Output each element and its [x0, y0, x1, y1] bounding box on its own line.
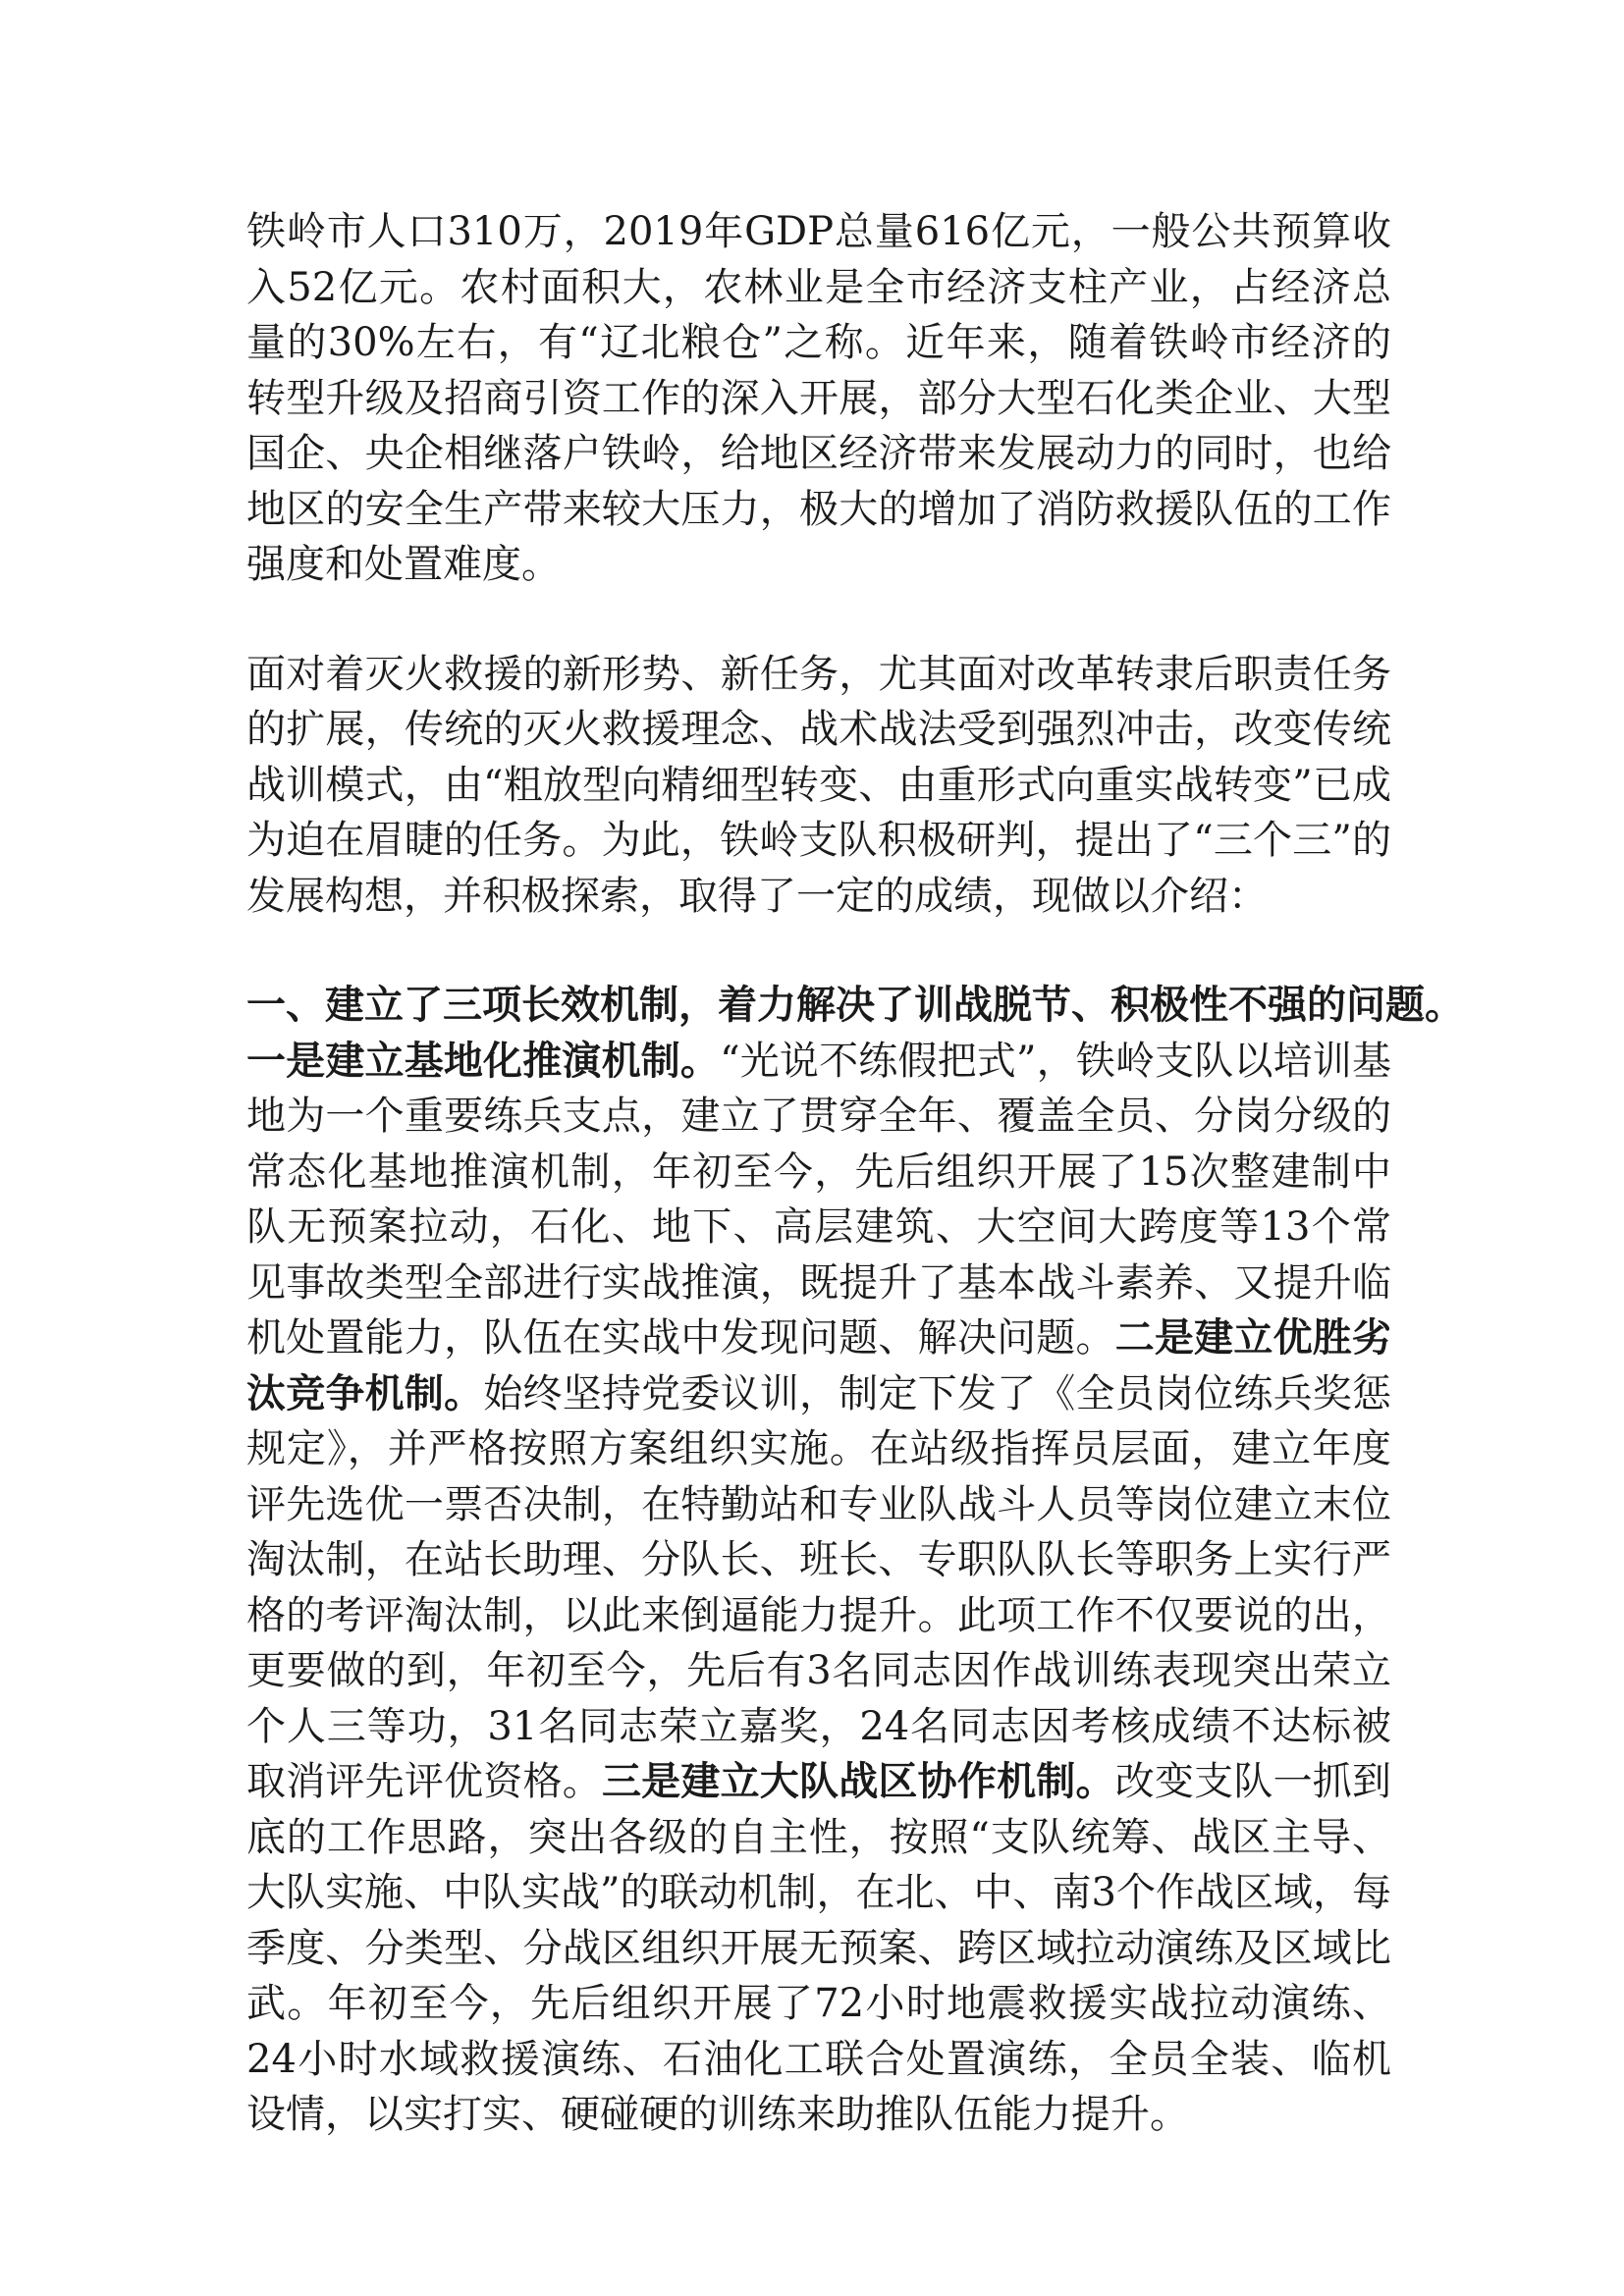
item-3-title: 三是建立大队战区协作机制。	[601, 1758, 1115, 1804]
item-1-title: 一是建立基地化推演机制。	[246, 1037, 721, 1084]
paragraph-intro: 铁岭市人口310万，2019年GDP总量616亿元，一般公共预算收入52亿元。农村面积大，农林业是全市经济支柱产业，占经济总量的30%左右，有“辽北粮仓”之称。近年来，随着铁岭市经济的转型升级及招商引资工作的深入开展，部分大型石化类企业、大型国企、央企相继落户铁岭，给地区经济带来发展动力的同时，也给地区的安全生产带来较大压力，极大的增加了消防救援队伍的工作强度和处置难度。	[246, 209, 1391, 587]
item-2-text: 始终坚持党委议训，制定下发了《全员岗位练兵奖惩规定》，并严格按照方案组织实施。在站级指挥员层面，建立年度评先选优一票否决制，在特勤站和专业队战斗人员等岗位建立末位淘汰制，在站长助理、分队长、班长、专职队队长等职务上实行严格的考评淘汰制，以此来倒逼能力提升。此项工作不仅要说的出，更要做的到，年初至今，先后有3名同志因作战训练表现突出荣立个人三等功，31名同志荣立嘉奖，24名同志因考核成绩不达标被取消评先评优资格。	[246, 1370, 1392, 1804]
item-3-text: 改变支队一抓到底的工作思路，突出各级的自主性，按照“支队统筹、战区主导、大队实施、中队实战”的联动机制，在北、中、南3个作战区域，每季度、分类型、分战区组织开展无预案、跨区域拉动演练及区域比武。年初至今，先后组织开展了72小时地震救援实战拉动演练、24小时水域救援演练、石油化工联合处置演练，全员全装、临机设情，以实打实、硬碰硬的训练来助推队伍能力提升。	[246, 1759, 1392, 2137]
section-heading: 一、建立了三项长效机制，着力解决了训战脱节、积极性不强的问题。	[246, 982, 1464, 1028]
document-body	[246, 204, 1464, 2143]
paragraph-background: 面对着灭火救援的新形势、新任务，尤其面对改革转隶后职责任务的扩展，传统的灭火救援理念、战术战法受到强烈冲击，改变传统战训模式，由“粗放型向精细型转变、由重形式向重实战转变”已成为迫在眉睫的任务。为此，铁岭支队积极研判，提出了“三个三”的发展构想，并积极探索，取得了一定的成绩，现做以介绍：	[246, 651, 1391, 919]
section-body	[246, 1034, 1391, 2143]
item-1-text: “光说不练假把式”，铁岭支队以培训基地为一个重要练兵支点，建立了贯穿全年、覆盖全员、分岗分级的常态化基地推演机制，年初至今，先后组织开展了15次整建制中队无预案拉动，石化、地下、高层建筑、大空间大跨度等13个常见事故类型全部进行实战推演，既提升了基本战斗素养、又提升临机处置能力，队伍在实战中发现问题、解决问题。	[246, 1038, 1391, 1361]
item-2-title: 二是建立优胜劣汰竞争机制。	[246, 1314, 1392, 1416]
